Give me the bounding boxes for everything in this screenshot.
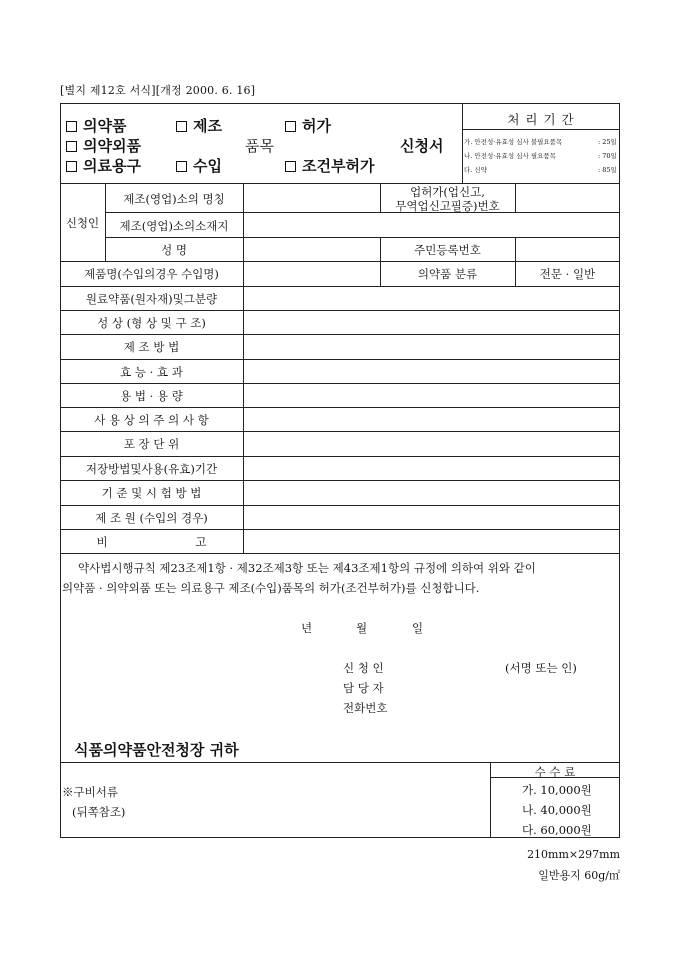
checkbox-icon[interactable] <box>66 121 77 132</box>
row-label: 원료약품(원자재)및그분량 <box>85 292 218 306</box>
divider <box>60 359 620 360</box>
phone-label: 전화번호 <box>343 701 388 715</box>
divider <box>60 505 620 506</box>
item-word: 품목 <box>245 137 274 155</box>
application-word: 신청서 <box>400 137 444 155</box>
row-label: 효 능 · 효 과 <box>120 365 183 379</box>
processing-item-label: 다. 신약 <box>464 166 487 174</box>
divider <box>243 183 244 553</box>
divider <box>105 212 620 213</box>
option-drug[interactable]: 의약품 <box>66 115 126 136</box>
checkbox-icon[interactable] <box>176 121 187 132</box>
drug-category-value: 전문 · 일반 <box>539 267 596 281</box>
processing-item-value: : 85일 <box>598 166 617 174</box>
applicant-signature-label: 신 청 인 <box>343 661 384 675</box>
checkbox-icon[interactable] <box>66 161 77 172</box>
checkbox-icon[interactable] <box>176 161 187 172</box>
addressee: 식품의약품안전청장 귀하 <box>74 741 239 759</box>
processing-period-title: 처 리 기 간 <box>507 112 575 127</box>
divider <box>60 261 620 262</box>
applicant-name-label: 성 명 <box>161 243 187 257</box>
applicant-group-label: 신청인 <box>65 216 100 230</box>
row-label: 용 법 · 용 량 <box>120 389 183 403</box>
license-number-label: 무역업신고필증)번호 <box>395 199 500 213</box>
option-license[interactable]: 허가 <box>285 115 331 136</box>
divider <box>60 529 620 530</box>
paper-size: 210mm×297mm <box>527 848 620 861</box>
option-import[interactable]: 수입 <box>176 155 222 176</box>
row-label: 사 용 상 의 주 의 사 항 <box>94 413 209 427</box>
row-label: 성 상 (형 상 및 구 조) <box>97 316 206 330</box>
processing-item-value: : 70일 <box>598 152 617 160</box>
resident-number-label: 주민등록번호 <box>414 243 481 257</box>
required-documents-ref: (뒤쪽참조) <box>72 805 126 819</box>
signature-note: (서명 또는 인) <box>505 661 577 675</box>
row-label: 비 고 <box>96 535 207 549</box>
divider <box>515 183 516 212</box>
row-label: 포 장 단 위 <box>123 437 180 451</box>
divider <box>60 553 620 554</box>
product-name-label: 제품명(수입의경우 수입명) <box>84 267 219 281</box>
option-conditional-license[interactable]: 조건부허가 <box>285 155 374 176</box>
divider <box>60 431 620 432</box>
manager-label: 담 당 자 <box>343 681 384 695</box>
checkbox-icon[interactable] <box>66 141 77 152</box>
divider <box>60 456 620 457</box>
fee-item: 가. 10,000원 <box>522 783 592 797</box>
required-documents-label: ※구비서류 <box>62 785 118 799</box>
drug-category-label: 의약품 분류 <box>417 267 478 281</box>
row-label: 제 조 원 (수입의 경우) <box>95 511 208 525</box>
date-month: 월 <box>356 621 368 635</box>
fee-item: 다. 60,000원 <box>522 823 592 837</box>
row-label: 저장방법및사용(유효)기간 <box>85 462 218 476</box>
option-quasi-drug[interactable]: 의약외품 <box>66 135 141 156</box>
row-label: 기 준 및 시 험 방 법 <box>101 486 202 500</box>
divider <box>60 334 620 335</box>
divider <box>60 480 620 481</box>
date-year: 년 <box>301 621 313 635</box>
processing-item-label: 나. 안전성·유효성 심사 필요품목 <box>464 152 556 160</box>
divider <box>60 407 620 408</box>
statement-line: 약사법시행규칙 제23조제1항 · 제32조제3항 또는 제43조제1항의 규정에 의하여 위와 같이 <box>78 561 536 575</box>
company-address-label: 제조(영업)소의소재지 <box>119 219 229 233</box>
divider <box>60 286 620 287</box>
license-number-label: 업허가(업신고, <box>410 185 485 199</box>
date-day: 일 <box>412 621 424 635</box>
option-manufacture[interactable]: 제조 <box>176 115 222 136</box>
checkbox-icon[interactable] <box>285 121 296 132</box>
divider <box>105 237 620 238</box>
processing-item-label: 가. 안전성·유효성 심사 불필요품목 <box>464 138 563 146</box>
divider <box>60 383 620 384</box>
divider <box>60 762 620 763</box>
processing-item-value: : 25일 <box>598 138 617 146</box>
checkbox-icon[interactable] <box>285 161 296 172</box>
company-name-label: 제조(영업)소의 명칭 <box>123 192 225 206</box>
row-label: 제 조 방 법 <box>123 340 180 354</box>
divider <box>462 129 620 130</box>
fee-title: 수 수 료 <box>534 765 576 779</box>
divider <box>60 310 620 311</box>
paper-type: 일반용지 60g/㎡ <box>538 869 620 882</box>
fee-item: 나. 40,000원 <box>522 803 592 817</box>
divider <box>60 183 620 184</box>
statement-line: 의약품 · 의약외품 또는 의료용구 제조(수입)품목의 허가(조건부허가)를 신청합니다. <box>62 581 480 595</box>
option-medical-device[interactable]: 의료용구 <box>66 155 141 176</box>
form-reference: [별지 제12호 서식][개정 2000. 6. 16] <box>60 84 256 97</box>
